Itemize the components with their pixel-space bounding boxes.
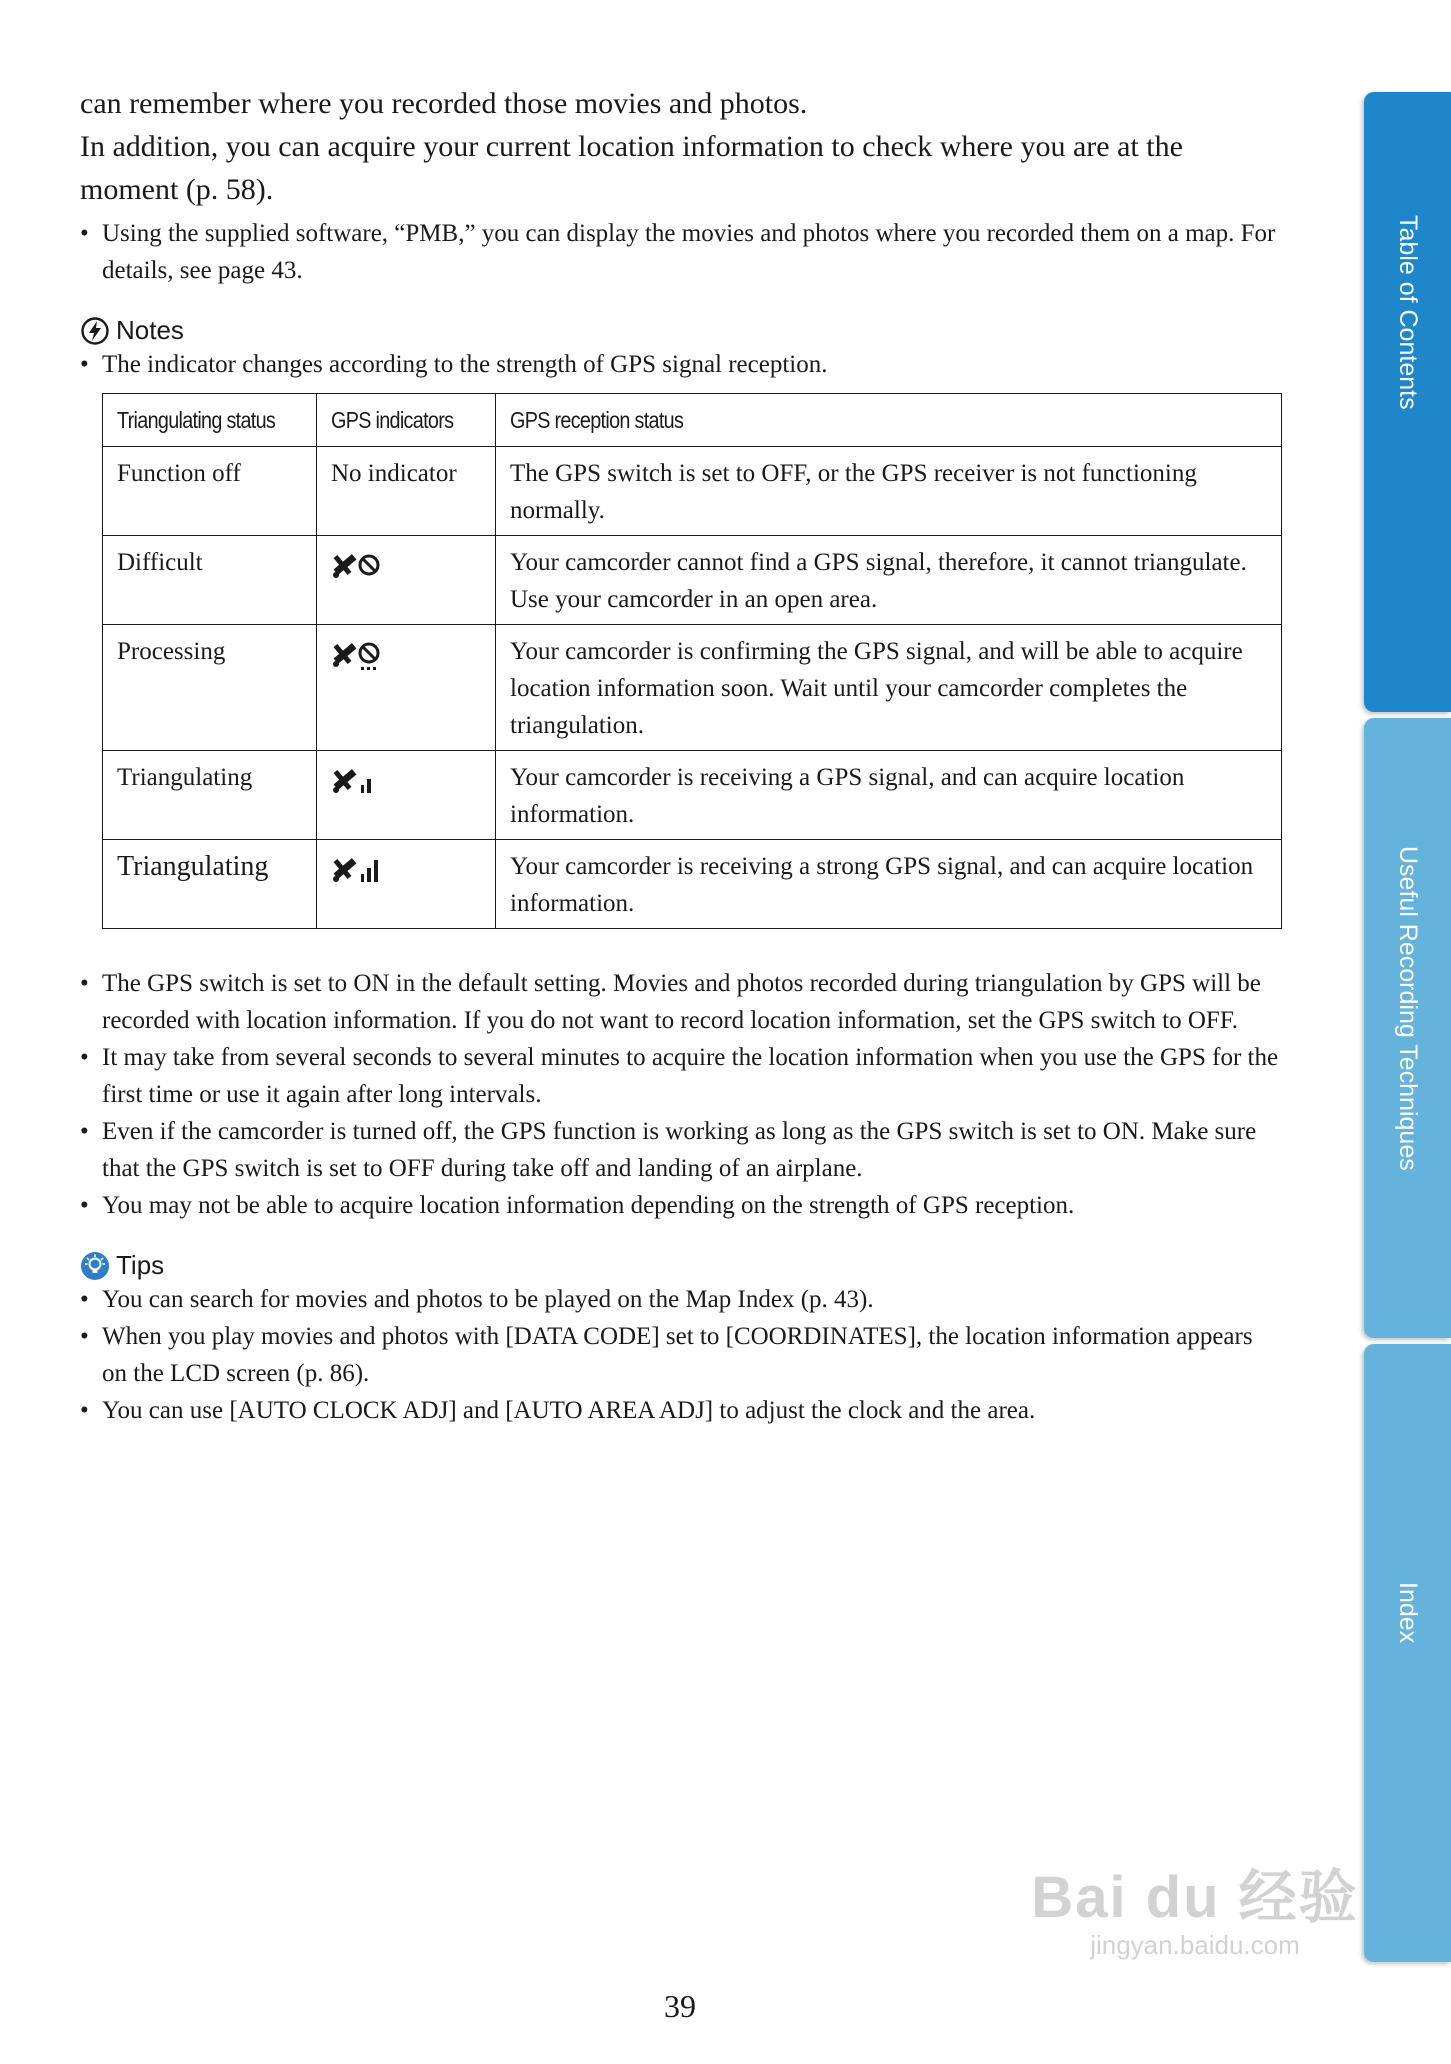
status-cell: Difficult xyxy=(103,536,317,625)
intro-line-2: In addition, you can acquire your current location information to check where you are at the moment (p. 58). xyxy=(80,130,1183,206)
watermark-main: Bai du 经验 xyxy=(1031,1865,1359,1930)
notes-bullets xyxy=(80,965,1280,1224)
status-cell: Triangulating xyxy=(103,840,317,929)
tab-useful-recording-techniques[interactable] xyxy=(1364,718,1451,1338)
indicator-cell xyxy=(317,536,496,625)
table-row xyxy=(103,840,1282,929)
notes-bullet: • Even if the camcorder is turned off, the GPS function is working as long as the GPS switch is set to ON. Make sure that the GPS switch is set to OFF during take off and landing of an airplane. xyxy=(80,1113,1280,1187)
gps-weak-signal-icon xyxy=(331,765,383,795)
table-header-cell: GPS indicators xyxy=(317,394,496,447)
notes-bullet: • The GPS switch is set to ON in the default setting. Movies and photos recorded during triangulation by GPS will be recorded with location information. If you do not want to record location information, set the GPS switch to OFF. xyxy=(80,965,1280,1039)
tab-table-of-contents-label: Table of Contents xyxy=(1394,214,1422,410)
indicator-cell: No indicator xyxy=(317,447,496,536)
notes-heading-label: Notes xyxy=(116,315,184,345)
table-header-cell: Triangulating status xyxy=(103,394,317,447)
description-cell: The GPS switch is set to OFF, or the GPS receiver is not functioning normally. xyxy=(496,447,1282,536)
tips-bullet: • You can search for movies and photos to be played on the Map Index (p. 43). xyxy=(80,1281,1280,1318)
table-row xyxy=(103,625,1282,751)
gps-no-signal-icon xyxy=(331,550,383,580)
notes-intro-list xyxy=(80,346,1280,383)
tab-table-of-contents[interactable] xyxy=(1364,92,1451,712)
description-cell: Your camcorder is confirming the GPS signal, and will be able to acquire location information soon. Wait until your camcorder completes the triangulation. xyxy=(496,625,1282,751)
notes-bullet: • You may not be able to acquire location information depending on the strength of GPS reception. xyxy=(80,1187,1280,1224)
tips-bullet: • You can use [AUTO CLOCK ADJ] and [AUTO AREA ADJ] to adjust the clock and the area. xyxy=(80,1392,1280,1429)
intro-bullet: • Using the supplied software, “PMB,” you can display the movies and photos where you recorded them on a map. For details, see page 43. xyxy=(80,215,1280,289)
baidu-watermark xyxy=(1030,1850,1360,1961)
tab-index-label: Index xyxy=(1394,1582,1422,1644)
notes-bullet: • It may take from several seconds to several minutes to acquire the location information when you use the GPS for the first time or use it again after long intervals. xyxy=(80,1039,1280,1113)
tips-heading-label: Tips xyxy=(116,1250,165,1280)
tips-lightbulb-icon xyxy=(80,1251,110,1281)
watermark-url: jingyan.baidu.com xyxy=(1090,1930,1300,1960)
status-cell: Function off xyxy=(103,447,317,536)
gps-indicator-table xyxy=(102,393,1282,929)
tips-heading xyxy=(80,1250,1280,1281)
indicator-cell xyxy=(317,840,496,929)
description-cell: Your camcorder is receiving a strong GPS signal, and can acquire location information. xyxy=(496,840,1282,929)
gps-strong-signal-icon xyxy=(331,854,383,884)
table-header-row xyxy=(103,394,1282,447)
table-header-cell: GPS reception status xyxy=(496,394,1282,447)
description-cell: Your camcorder is receiving a GPS signal, and can acquire location information. xyxy=(496,751,1282,840)
tips-bullet: • When you play movies and photos with [DATA CODE] set to [COORDINATES], the location information appears on the LCD screen (p. 86). xyxy=(80,1318,1280,1392)
table-row xyxy=(103,536,1282,625)
notes-flash-icon xyxy=(80,316,110,346)
tips-bullets xyxy=(80,1281,1280,1429)
notes-intro-bullet: • The indicator changes according to the strength of GPS signal reception. xyxy=(80,346,1280,383)
gps-processing-icon xyxy=(331,639,383,671)
intro-line-1: can remember where you recorded those movies and photos. xyxy=(80,87,808,120)
notes-heading xyxy=(80,315,1280,346)
intro xyxy=(80,82,1280,289)
table-row xyxy=(103,447,1282,536)
intro-bullets xyxy=(80,215,1280,289)
page-number: 39 xyxy=(664,1988,696,2024)
indicator-cell xyxy=(317,751,496,840)
indicator-cell xyxy=(317,625,496,751)
tab-index[interactable] xyxy=(1364,1344,1451,1962)
tab-useful-recording-techniques-label: Useful Recording Techniques xyxy=(1394,845,1422,1171)
table-row xyxy=(103,751,1282,840)
status-cell: Processing xyxy=(103,625,317,751)
status-cell: Triangulating xyxy=(103,751,317,840)
page-content xyxy=(80,82,1280,1429)
description-cell: Your camcorder cannot find a GPS signal, therefore, it cannot triangulate. Use your camcorder in an open area. xyxy=(496,536,1282,625)
